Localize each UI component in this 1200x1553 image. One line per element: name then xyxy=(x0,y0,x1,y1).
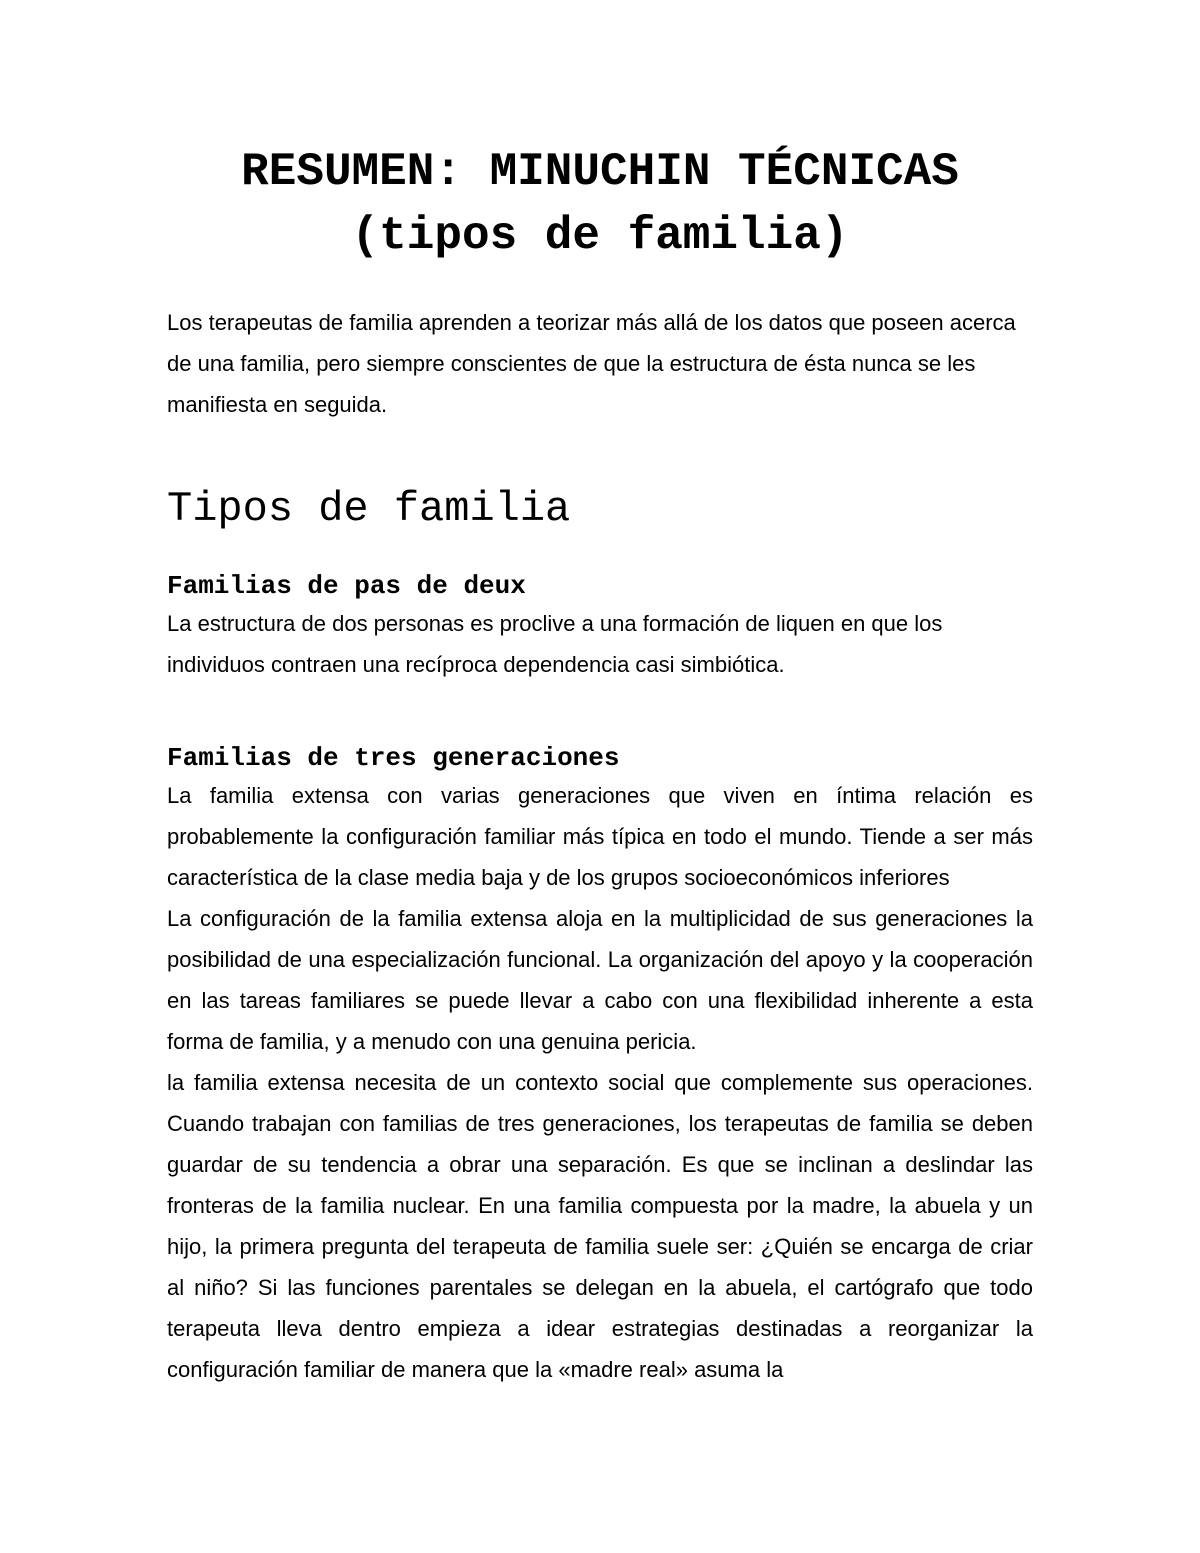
subsection-tres-generaciones xyxy=(167,741,1033,1390)
document-title xyxy=(167,140,1033,268)
title-line-1: RESUMEN: MINUCHIN TÉCNICAS xyxy=(241,146,959,198)
subsection-heading: Familias de tres generaciones xyxy=(167,743,620,773)
paragraph: La familia extensa con varias generaciones que viven en íntima relación es probablemente la configuración familiar más típica en todo el mundo. Tiende a ser más característica de la clase media baja y de los grupos socioeconómicos inferiores xyxy=(167,783,1033,890)
subsection-heading: Familias de pas de deux xyxy=(167,571,526,601)
document-page xyxy=(167,140,1033,1390)
paragraph: La estructura de dos personas es proclive a una formación de liquen en que los individuos contraen una recíproca dependencia casi simbiótica. xyxy=(167,611,943,677)
section-heading: Tipos de familia xyxy=(167,485,571,533)
subsection-pas-de-deux xyxy=(167,569,1033,685)
intro-paragraph: Los terapeutas de familia aprenden a teorizar más allá de los datos que poseen acerca de una familia, pero siempre conscientes de que la estructura de ésta nunca se les manifiesta en seguida. xyxy=(167,310,1016,417)
title-line-2: (tipos de familia) xyxy=(351,210,849,262)
paragraph: La configuración de la familia extensa aloja en la multiplicidad de sus generaciones la posibilidad de una especialización funcional. La organización del apoyo y la cooperación en las tareas familiares se puede llevar a cabo con una flexibilidad inherente a esta forma de familia, y a menudo con una genuina pericia. xyxy=(167,906,1033,1054)
paragraph: la familia extensa necesita de un contexto social que complemente sus operaciones. Cuando trabajan con familias de tres generaciones, los terapeutas de familia se deben guardar de su tendencia a obrar una separación. Es que se inclinan a deslindar las fronteras de la familia nuclear. En una familia compuesta por la madre, la abuela y un hijo, la primera pregunta del terapeuta de familia suele ser: ¿Quién se encarga de criar al niño? Si las funciones parentales se delegan en la abuela, el cartógrafo que todo terapeuta lleva dentro empieza a idear estrategias destinadas a reorganizar la configuración familiar de manera que la «madre real» asuma la xyxy=(167,1070,1033,1382)
